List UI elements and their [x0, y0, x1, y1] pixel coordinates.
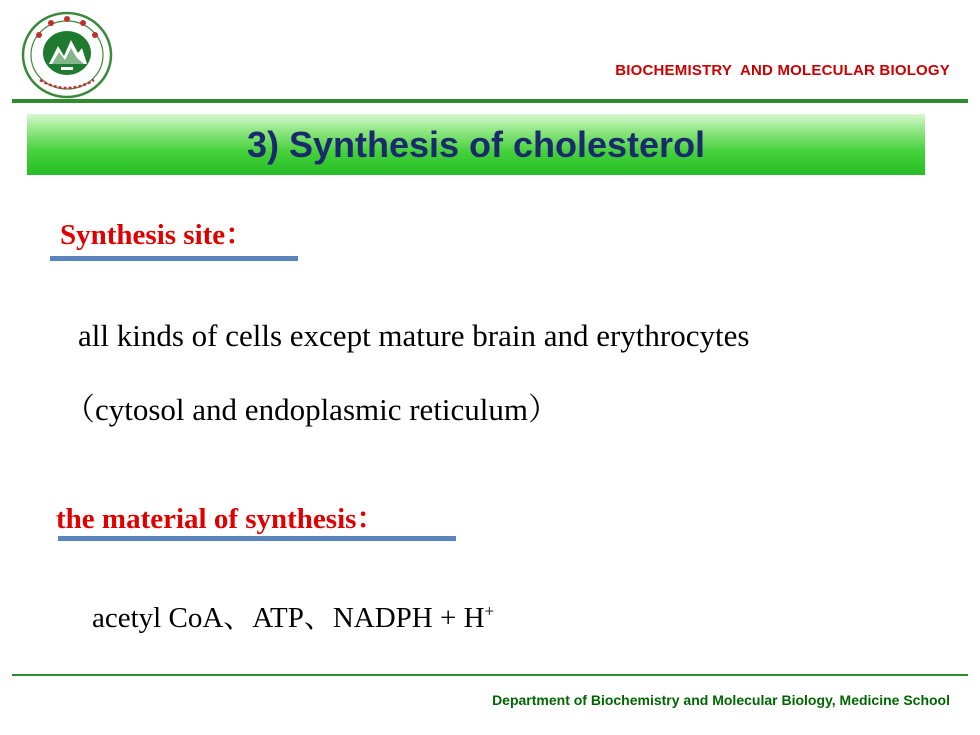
material-underline: [58, 536, 456, 541]
synthesis-site-location: （cytosol and endoplasmic reticulum）: [64, 392, 560, 427]
university-logo: [20, 10, 114, 100]
title-banner: [27, 114, 925, 175]
materials-list: [92, 595, 494, 636]
material-heading: the material of synthesis：: [56, 503, 386, 535]
course-title: BIOCHEMISTRY AND MOLECULAR BIOLOGY: [615, 62, 950, 79]
synthesis-site-description: all kinds of cells except mature brain and erythrocytes: [78, 318, 750, 353]
slide-title: 3) Synthesis of cholesterol: [246, 123, 706, 165]
department-footer: Department of Biochemistry and Molecular Biology, Medicine School: [492, 692, 950, 708]
footer-divider: [12, 674, 968, 676]
materials-text: acetyl CoA、ATP、NADPH + H: [92, 602, 485, 634]
proton-charge: +: [484, 601, 495, 621]
synthesis-site-underline: [50, 256, 298, 261]
header-divider: [12, 99, 968, 103]
synthesis-site-heading: Synthesis site：: [60, 219, 255, 251]
